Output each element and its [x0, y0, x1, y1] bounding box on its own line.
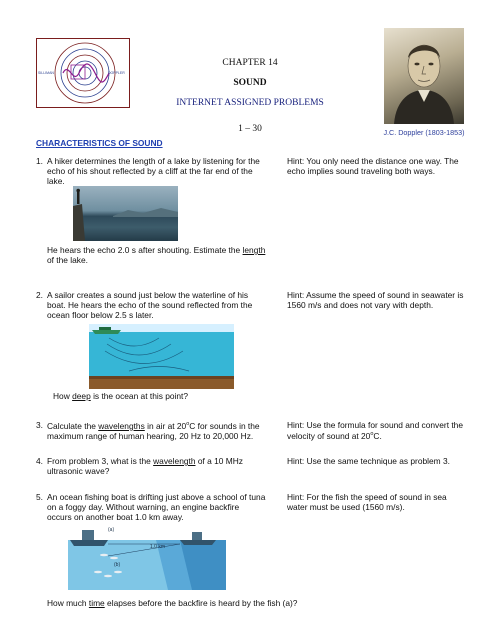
followup-tail: is the ocean at this point?: [93, 391, 189, 401]
wavelengths-link[interactable]: wavelengths: [98, 420, 145, 431]
fishing-boat-diagram: [68, 522, 226, 590]
hint-2: [287, 291, 467, 311]
problem-text: A hiker determines the length of a lake by listening for the echo of his shout reflected by a cliff at the far end of the lake.: [47, 156, 260, 186]
logo-left-label: SILLIMAN: [38, 71, 54, 75]
chapter-title: CHAPTER 14: [222, 58, 278, 68]
followup-pre: How much: [47, 598, 87, 608]
problem-number: 4.: [36, 456, 43, 466]
problem-2-followup: [36, 392, 266, 402]
hint-text: You only need the distance one way. The echo implies sound traveling both ways.: [287, 156, 459, 176]
portrait-caption: J.C. Doppler (1803-1853): [383, 128, 465, 137]
problem-1-followup: [36, 246, 266, 266]
problem-text-pre: From problem 3, what is the: [47, 456, 151, 466]
followup-text: He hears the echo 2.0 s after shouting. Estimate the: [47, 245, 241, 255]
hint-1: [287, 157, 467, 177]
problem-1: [36, 157, 266, 187]
lake-photo: [73, 186, 178, 241]
problem-number: 1.: [36, 156, 43, 166]
problem-5: [36, 493, 266, 523]
wavelength-link[interactable]: wavelength: [153, 456, 196, 466]
hint-label: Hint:: [287, 156, 305, 166]
hint-text: Use the formula for sound and convert the velocity of sound at 20: [287, 420, 463, 441]
problem-text-tail: of a 10 MHz ultrasonic wave?: [47, 456, 243, 476]
hint-text: For the fish the speed of sound in sea water must be used (1560 m/s).: [287, 492, 447, 512]
problem-text-mid: in air at 20: [147, 420, 187, 431]
hint-text: Assume the speed of sound in seawater is 1560 m/s and does not vary with depth.: [287, 290, 464, 310]
problem-range: 1 – 30: [238, 124, 262, 134]
boats-and-fish-icon: [68, 522, 226, 590]
deep-link[interactable]: deep: [72, 391, 91, 401]
followup-pre: How: [53, 391, 70, 401]
ocean-echo-diagram: [89, 324, 234, 389]
problem-3: [36, 421, 266, 442]
hiker-on-cliff-icon: [73, 186, 178, 241]
problem-text: A sailor creates a sound just below the waterline of his boat. He hears the echo of the sound reflected from the ocean floor below 2.5 s later.: [47, 290, 253, 320]
assignment-title: INTERNET ASSIGNED PROBLEMS: [176, 98, 324, 108]
problem-text: An ocean fishing boat is drifting just above a school of tuna on a foggy day. Without warning, an engine backfire occurs on another boat 1.0 km away.: [47, 492, 266, 522]
hint-text: Use the same technique as problem 3.: [306, 456, 450, 466]
problem-5-followup: [36, 599, 326, 609]
hint-4: [287, 457, 467, 467]
problem-number: 2.: [36, 290, 43, 300]
diagram-label-b: (b): [114, 562, 121, 568]
doppler-portrait: [384, 28, 464, 124]
problem-2: [36, 291, 266, 321]
hint-label: Hint:: [287, 420, 305, 430]
section-heading: CHARACTERISTICS OF SOUND: [36, 138, 163, 148]
problem-text-pre: Calculate the: [47, 420, 96, 431]
hint-label: Hint:: [287, 492, 305, 502]
hint-degree-sup: o: [370, 430, 374, 437]
topic-title: SOUND: [233, 78, 267, 88]
diagram-label-a: (a): [108, 527, 115, 533]
problem-4: [36, 457, 266, 477]
hint-3: [287, 421, 467, 442]
portrait-figure-icon: [384, 28, 464, 124]
problem-number: 5.: [36, 492, 43, 502]
hint-label: Hint:: [287, 290, 305, 300]
hint-5: [287, 493, 467, 513]
hint-tail: C.: [373, 430, 382, 441]
diagram-distance-label: 1.0 km: [150, 544, 166, 550]
hint-label: Hint:: [287, 456, 305, 466]
degree-sup: o: [186, 421, 190, 427]
sonar-echo-icon: [89, 324, 234, 389]
problem-number: 3.: [36, 420, 43, 430]
course-logo: [36, 38, 130, 108]
time-link[interactable]: time: [88, 598, 105, 608]
logo-right-label: DOPPLER: [108, 71, 125, 75]
followup-tail: elapses before the backfire is heard by the fish (a)?: [107, 598, 298, 608]
length-link[interactable]: length: [242, 245, 266, 255]
followup-tail: of the lake.: [47, 254, 88, 265]
problem-text-tail: C for sounds in the maximum range of human hearing, 20 Hz to 20,000 Hz.: [47, 420, 260, 441]
